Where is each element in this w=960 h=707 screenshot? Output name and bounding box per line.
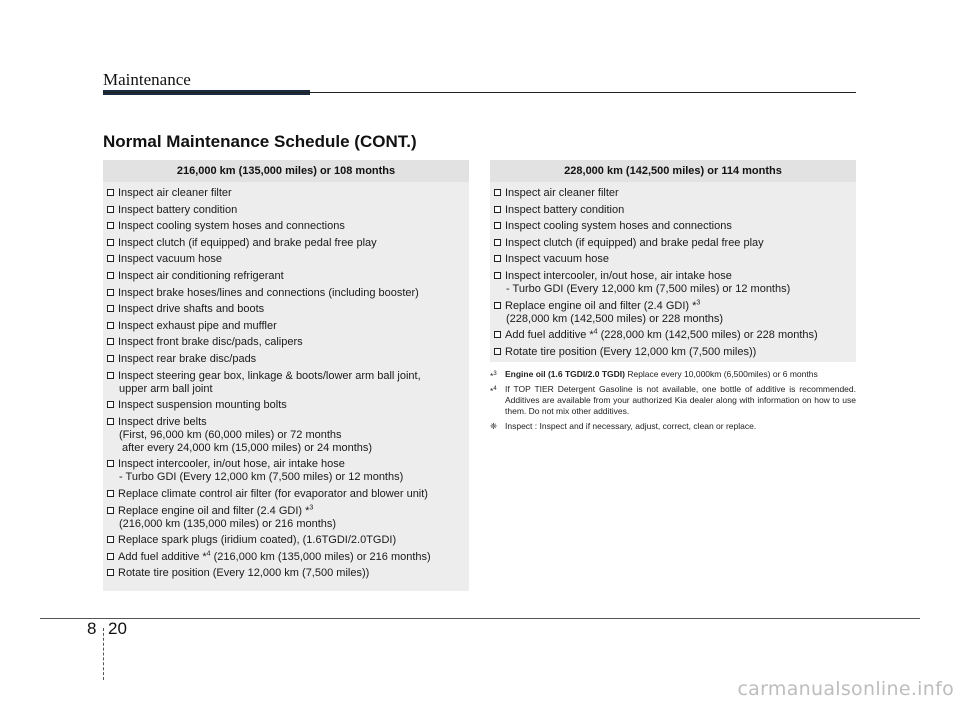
checklist-item <box>490 329 856 342</box>
checklist-item <box>103 567 469 580</box>
chapter-number: 8 <box>87 619 97 638</box>
item-text: Add fuel additive * <box>118 550 207 563</box>
checklist-item <box>103 370 469 396</box>
checkbox-icon <box>494 348 501 355</box>
item-text: Inspect air cleaner filter <box>505 187 619 199</box>
item-text: Inspect front brake disc/pads, calipers <box>118 336 303 349</box>
item-text: Inspect vacuum hose <box>505 253 609 266</box>
checklist-item <box>490 346 856 359</box>
footnote-symbol: * <box>490 385 494 396</box>
checklist-item <box>490 253 856 266</box>
item-text: Inspect drive belts <box>118 415 207 428</box>
panel-heading: 228,000 km (142,500 miles) or 114 months <box>490 160 856 182</box>
checklist <box>103 182 469 580</box>
checkbox-icon <box>107 418 114 425</box>
item-text: Rotate tire position (Every 12,000 km (7,500 miles)) <box>118 567 370 580</box>
checklist-item <box>103 336 469 349</box>
checkbox-icon <box>107 189 114 196</box>
footnote-text: Replace every 10,000km (6,500miles) or 6 months <box>624 369 818 379</box>
section-title: Normal Maintenance Schedule (CONT.) <box>103 132 417 151</box>
item-text-line2: upper arm ball joint <box>119 382 213 395</box>
footnote-bold: Engine oil (1.6 TGDI/2.0 TGDI) <box>505 369 625 379</box>
footnote-symbol: * <box>490 370 494 381</box>
footnote-marker <box>490 384 497 397</box>
checklist-item <box>103 287 469 300</box>
footnote-ref: 3 <box>696 298 701 306</box>
checkbox-icon <box>107 305 114 312</box>
checkbox-icon <box>107 222 114 229</box>
item-text: Inspect battery condition <box>505 203 625 216</box>
checklist-item <box>103 303 469 316</box>
footnote-ref: 4 <box>206 550 211 558</box>
checklist-item <box>103 270 469 283</box>
checklist-item <box>103 534 469 547</box>
item-text: Replace engine oil and filter (2.4 GDI) * <box>505 299 697 312</box>
checkbox-icon <box>494 331 501 338</box>
schedule-panel-216000 <box>103 160 469 591</box>
footnote <box>490 421 856 432</box>
checklist-item <box>103 505 469 531</box>
checkbox-icon <box>107 460 114 467</box>
checkbox-icon <box>494 206 501 213</box>
item-text: Inspect air conditioning refrigerant <box>118 269 284 282</box>
header-rule <box>103 92 856 93</box>
item-text: Inspect rear brake disc/pads <box>118 352 257 365</box>
checklist-item <box>103 416 469 455</box>
checkbox-icon <box>107 553 114 560</box>
checkbox-icon <box>107 372 114 379</box>
watermark: carmanualsonline.info <box>737 678 954 700</box>
footnote-ref: 4 <box>593 328 598 336</box>
checkbox-icon <box>107 507 114 514</box>
checkbox-icon <box>494 272 501 279</box>
checklist-item <box>490 204 856 217</box>
item-text: Replace spark plugs (iridium coated), (1.6TGDI/2.0TGDI) <box>118 534 397 547</box>
item-text: Inspect drive shafts and boots <box>118 303 265 316</box>
checklist-item <box>490 270 856 296</box>
item-text: Inspect intercooler, in/out hose, air intake hose <box>505 269 732 282</box>
checkbox-icon <box>107 490 114 497</box>
checklist-item <box>490 300 856 326</box>
item-text: Inspect battery condition <box>118 203 238 216</box>
item-text: Inspect intercooler, in/out hose, air intake hose <box>118 458 345 471</box>
checklist-item <box>490 187 856 200</box>
checklist-item <box>103 458 469 484</box>
checklist-item <box>103 253 469 266</box>
checklist-item <box>103 551 469 564</box>
footnote <box>490 369 856 380</box>
footnote <box>490 384 856 417</box>
item-text: Inspect clutch (if equipped) and brake pedal free play <box>118 236 377 249</box>
checkbox-icon <box>494 302 501 309</box>
checklist <box>490 182 856 359</box>
checkbox-icon <box>107 536 114 543</box>
checkbox-icon <box>494 239 501 246</box>
checkbox-icon <box>107 338 114 345</box>
footnote-symbol: ❈ <box>490 421 498 431</box>
checklist-item <box>490 237 856 250</box>
page-header-title: Maintenance <box>103 70 191 89</box>
footnote-ref: 3 <box>309 503 314 511</box>
checklist-item <box>490 220 856 233</box>
item-text: Inspect suspension mounting bolts <box>118 399 287 412</box>
footer-divider <box>103 628 104 680</box>
item-text-tail: (228,000 km (142,500 miles) or 228 months) <box>597 329 818 342</box>
footnote-text: If TOP TIER Detergent Gasoline is not available, one bottle of additive is recommended. Additives are available from your authorized Kia dealer along with information on how to use them. Do not mix other additives. <box>505 384 856 416</box>
footnote-number: 4 <box>493 386 497 392</box>
item-text-line2: - Turbo GDI (Every 12,000 km (7,500 miles) or 12 months) <box>506 282 791 295</box>
footnote-marker <box>490 369 497 382</box>
item-text: Inspect cooling system hoses and connections <box>505 220 732 233</box>
item-text: Replace engine oil and filter (2.4 GDI) * <box>118 504 310 517</box>
checkbox-icon <box>107 272 114 279</box>
checkbox-icon <box>107 355 114 362</box>
item-text: Inspect cooling system hoses and connections <box>118 220 345 233</box>
item-text-tail: (216,000 km (135,000 miles) or 216 months) <box>210 550 431 563</box>
checkbox-icon <box>494 189 501 196</box>
item-text: Inspect steering gear box, linkage & boots/lower arm ball joint, <box>118 369 421 382</box>
checkbox-icon <box>107 401 114 408</box>
checkbox-icon <box>107 322 114 329</box>
footnote-marker <box>490 421 497 432</box>
checklist-item <box>103 320 469 333</box>
checklist-item <box>103 353 469 366</box>
checklist-item <box>103 204 469 217</box>
item-text-line3: after every 24,000 km (15,000 miles) or 24 months) <box>122 441 373 454</box>
item-text: Inspect clutch (if equipped) and brake pedal free play <box>505 236 764 249</box>
footnotes <box>490 369 856 436</box>
item-text-line2: (First, 96,000 km (60,000 miles) or 72 months <box>119 428 342 441</box>
item-text: Inspect air cleaner filter <box>118 187 232 199</box>
checkbox-icon <box>494 222 501 229</box>
item-text: Inspect exhaust pipe and muffler <box>118 319 277 332</box>
item-text-line2: (228,000 km (142,500 miles) or 228 months) <box>506 312 724 325</box>
checkbox-icon <box>494 255 501 262</box>
footer-rule <box>40 618 920 619</box>
item-text: Replace climate control air filter (for evaporator and blower unit) <box>118 487 428 500</box>
item-text: Rotate tire position (Every 12,000 km (7,500 miles)) <box>505 345 757 358</box>
item-text: Inspect brake hoses/lines and connections (including booster) <box>118 286 419 299</box>
checklist-item <box>103 488 469 501</box>
item-text-line2: - Turbo GDI (Every 12,000 km (7,500 miles) or 12 months) <box>119 471 404 484</box>
footnote-number: 3 <box>493 371 497 377</box>
checklist-item <box>103 237 469 250</box>
footnote-text: Inspect : Inspect and if necessary, adjust, correct, clean or replace. <box>505 421 757 431</box>
checklist-item <box>103 399 469 412</box>
page-number: 20 <box>108 619 127 638</box>
checklist-item <box>103 220 469 233</box>
checkbox-icon <box>107 255 114 262</box>
schedule-panel-228000 <box>490 160 856 362</box>
item-text: Add fuel additive * <box>505 329 594 342</box>
panel-heading: 216,000 km (135,000 miles) or 108 months <box>103 160 469 182</box>
checkbox-icon <box>107 569 114 576</box>
checkbox-icon <box>107 206 114 213</box>
checkbox-icon <box>107 289 114 296</box>
checkbox-icon <box>107 239 114 246</box>
checklist-item <box>103 187 469 200</box>
item-text-line2: (216,000 km (135,000 miles) or 216 months) <box>119 517 337 530</box>
item-text: Inspect vacuum hose <box>118 253 222 266</box>
